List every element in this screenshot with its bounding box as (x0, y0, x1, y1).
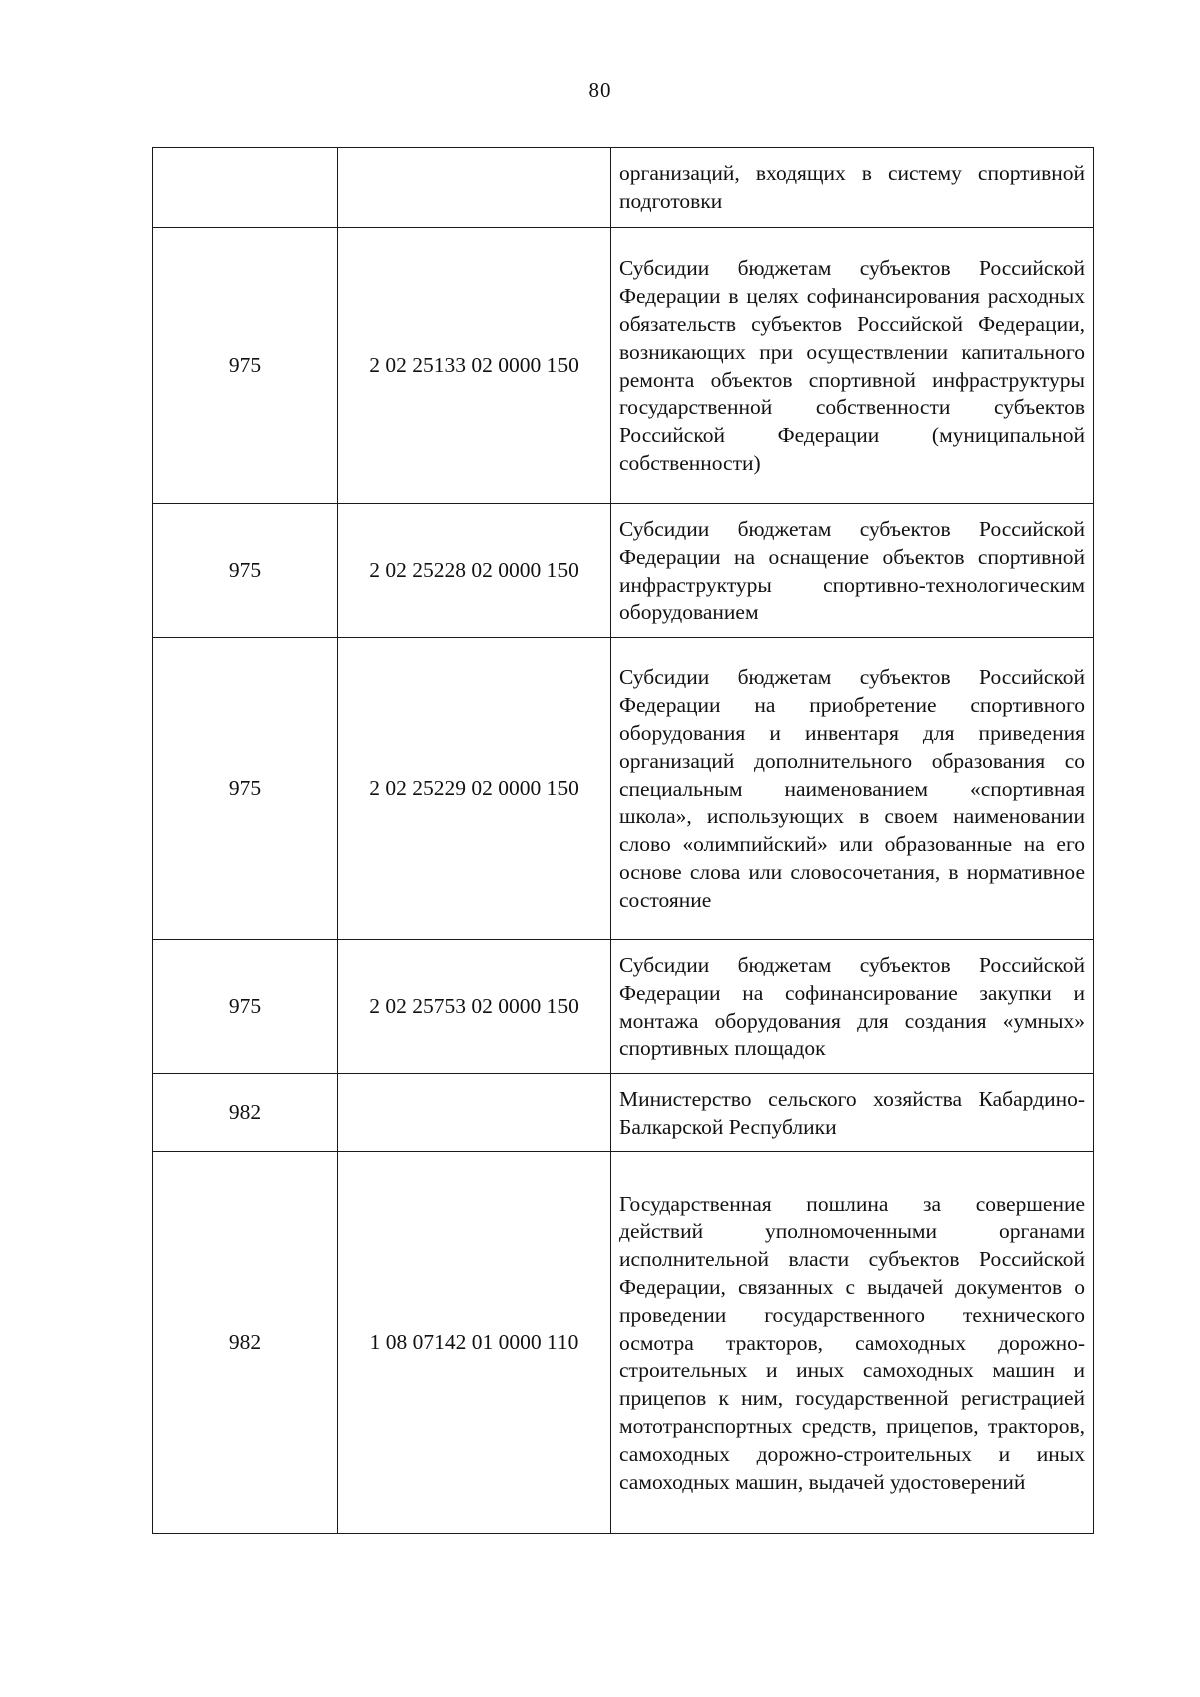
admin-code-cell: 975 (153, 940, 338, 1074)
ministry-name-cell: Министерство сельского хозяйства Кабардино-Балкарской Республики (611, 1074, 1094, 1152)
budget-code-cell: 2 02 25133 02 0000 150 (338, 228, 611, 504)
table-row (153, 504, 1094, 638)
budget-code-cell: 2 02 25228 02 0000 150 (338, 504, 611, 638)
admin-code-cell: 975 (153, 504, 338, 638)
admin-code-cell: 975 (153, 228, 338, 504)
revenue-name-cell: Субсидии бюджетам субъектов Российской Федерации на оснащение объектов спортивной инфраструктуры спортивно-технологическим оборудованием (611, 504, 1094, 638)
revenue-name-cell: Субсидии бюджетам субъектов Российской Федерации в целях софинансирования расходных обязательств субъектов Российской Федерации, возникающих при осуществлении капитального ремонта объектов спортивной инфраструктуры государственной собственности субъектов Российской Федерации (муниципальной собственности) (611, 228, 1094, 504)
table-row (153, 638, 1094, 940)
admin-code-cell: 982 (153, 1074, 338, 1152)
table-row (153, 148, 1094, 228)
page-number: 80 (588, 78, 612, 102)
revenue-name-cell: Субсидии бюджетам субъектов Российской Федерации на приобретение спортивного оборудования и инвентаря для приведения организаций дополнительного образования со специальным наименованием «спортивная школа», использующих в своем наименовании слово «олимпийский» или образованные на его основе слова или словосочетания, в нормативное состояние (611, 638, 1094, 940)
budget-code-cell (338, 148, 611, 228)
budget-classification-table (152, 147, 1094, 1534)
revenue-name-cell: Государственная пошлина за совершение действий уполномоченными органами исполнительной власти субъектов Российской Федерации, связанных с выдачей документов о проведении государственного технического осмотра тракторов, самоходных дорожно-строительных и иных самоходных машин и прицепов к ним, государственной регистрацией мототранспортных средств, прицепов, тракторов, самоходных дорожно-строительных и иных самоходных машин, выдачей удостоверений (611, 1152, 1094, 1534)
admin-code-cell: 975 (153, 638, 338, 940)
table-row (153, 1074, 1094, 1152)
budget-code-cell: 2 02 25229 02 0000 150 (338, 638, 611, 940)
table-row (153, 228, 1094, 504)
revenue-name-cell: Субсидии бюджетам субъектов Российской Федерации на софинансирование закупки и монтажа оборудования для создания «умных» спортивных площадок (611, 940, 1094, 1074)
budget-code-cell: 2 02 25753 02 0000 150 (338, 940, 611, 1074)
admin-code-cell: 982 (153, 1152, 338, 1534)
revenue-name-cell: организаций, входящих в систему спортивной подготовки (611, 148, 1094, 228)
budget-code-cell: 1 08 07142 01 0000 110 (338, 1152, 611, 1534)
admin-code-cell (153, 148, 338, 228)
table-row (153, 1152, 1094, 1534)
budget-code-cell (338, 1074, 611, 1152)
table-row (153, 940, 1094, 1074)
